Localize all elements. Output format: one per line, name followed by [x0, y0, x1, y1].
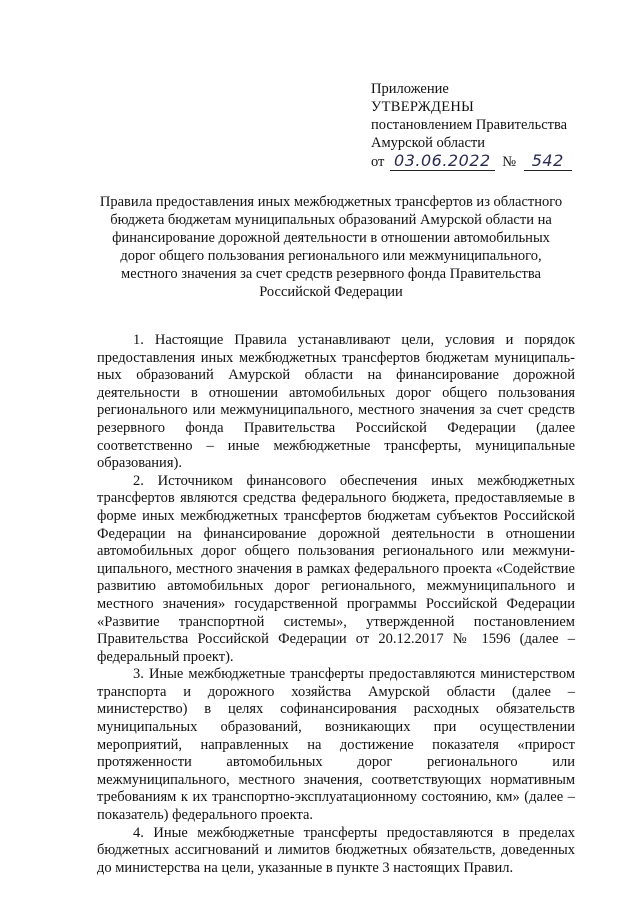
date-prefix: от — [371, 154, 385, 170]
date-number-line — [371, 152, 611, 171]
handwritten-date: 03.06.2022 — [390, 152, 495, 171]
paragraph-3: 3. Иные межбюджетные трансферты предоставляются министерством транспорта и дорожного хозяйства Амурской области (далее – министерство) в целях софинансирования расходных обязательств муниципальных образований, возникающих при осуществлении мероприятий, направленных на достижение показателя «прирост протяженности автомобильных дорог регионального или межмуниципального, местного значения, соответствующих нормативным требованиям к их транспортно-эксплуатационному состоянию, км» (далее – показатель) федерального проекта. — [97, 666, 575, 824]
paragraph-1: 1. Настоящие Правила устанавливают цели, условия и порядок предоставления иных межбюджетных трансфертов бюджетам муниципальных образований Амурской области на финансирование дорожной деятельности в отношении автомобильных дорог общего пользования регионального или межмуниципального, местного значения за счет средств резервного фонда Правительства Российской Федерации (далее соответственно – иные межбюджетные трансферты, муниципальные образования). — [97, 332, 575, 472]
approved-label: УТВЕРЖДЕНЫ — [371, 99, 475, 115]
document-body — [97, 332, 575, 877]
resolution-line-2: Амурской области — [371, 135, 485, 151]
paragraph-2: 2. Источником финансового обеспечения иных межбюджетных трансфертов являются средства федерального бюджета, предоставляемые в форме иных межбюджетных трансфертов бюджетам субъектов Российской Федерации на финансирование дорожной деятельности в отношении автомобильных дорог общего пользования регионального или межмуниципального, местного значения в рамках федерального проекта «Содействие развитию автомобильных дорог регионального, межмуниципального и местного значения» государственной программы Российской Федерации «Развитие транспортной системы», утвержденной постановлением Правительства Российской Федерации от 20.12.2017 № 1596 (далее – федеральный проект). — [97, 472, 575, 665]
document-title: Правила предоставления иных межбюджетных трансфертов из областного бюджета бюджетам муниципальных образований Амурской области на финансирование дорожной деятельности в отношении автомобильных дорог общего пользования регионального или межмуниципального, местного значения за счет средств резервного фонда Правительства Российской Федерации — [99, 194, 563, 300]
appendix-label: Приложение — [371, 81, 449, 97]
approval-block — [371, 80, 611, 171]
handwritten-number: 542 — [524, 152, 572, 171]
number-sign: № — [502, 154, 517, 170]
resolution-line-1: постановлением Правительства — [371, 117, 568, 133]
paragraph-4: 4. Иные межбюджетные трансферты предоставляются в пределах бюджетных ассигнований и лимитов бюджетных обязательств, доведенных до министерства на цели, указанные в пункте 3 настоящих Правил. — [97, 824, 575, 876]
